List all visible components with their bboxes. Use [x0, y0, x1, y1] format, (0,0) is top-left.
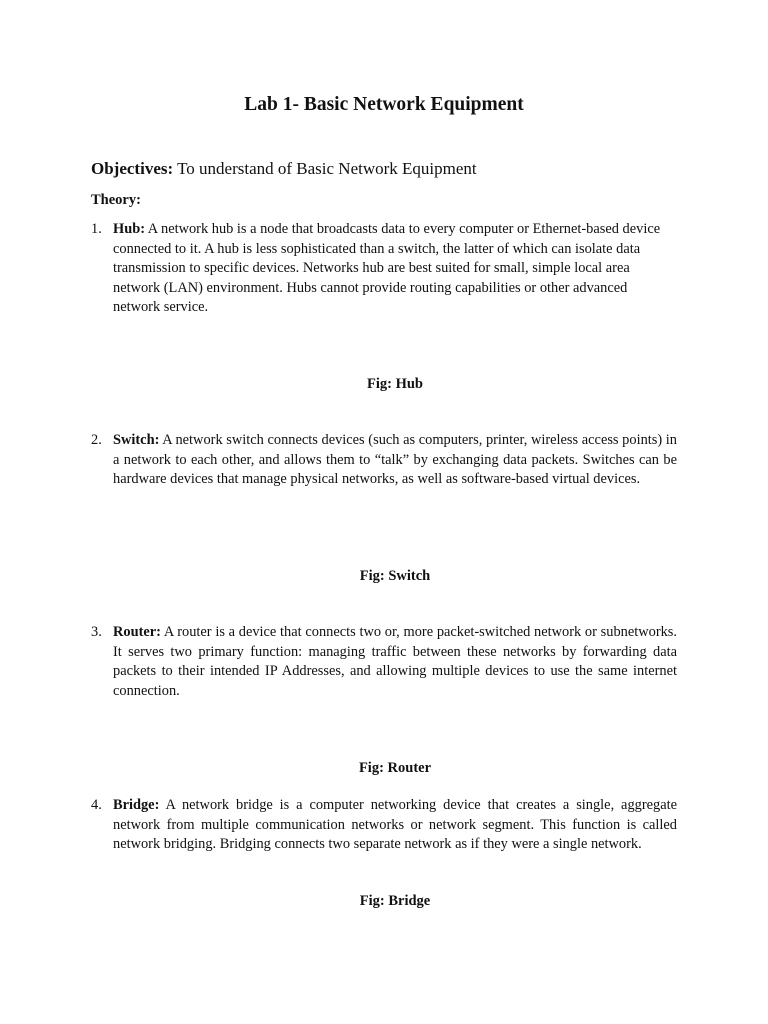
- list-item-router: [91, 623, 677, 701]
- list-item-number: 2.: [91, 432, 102, 448]
- objectives-text: To understand of Basic Network Equipment: [173, 159, 477, 178]
- figure-caption-router: Fig: Router: [358, 760, 432, 776]
- list-item-body: [113, 431, 677, 490]
- objectives-line: [91, 157, 477, 181]
- list-item-text: A network hub is a node that broadcasts data to every computer or Ethernet-based device connected to it. A hub is less sophisticated than a switch, the latter of which can isolate data transmission to specific devices. Networks hub are best suited for small, simple local area network (LAN) environment. Hubs cannot provide routing capabilities or other advanced network service.: [113, 221, 661, 316]
- figure-caption-hub: Fig: Hub: [367, 376, 423, 392]
- figure-caption-bridge: Fig: Bridge: [359, 893, 431, 909]
- list-item-text: A network bridge is a computer networking device that creates a single, aggregate network from multiple communication networks or network segment. This function is called network bridging. Bridging connects two separate network as if they were a single network.: [113, 797, 677, 853]
- list-item-number: 3.: [91, 624, 102, 640]
- list-item-text: A router is a device that connects two or, more packet-switched network or subnetworks. It serves two primary function: managing traffic between these networks by forwarding data packets to their intended IP Addresses, and allowing multiple devices to use the same internet connection.: [113, 624, 677, 699]
- list-item-body: [113, 796, 677, 855]
- list-item-body: [113, 623, 677, 701]
- list-item-number: 1.: [91, 221, 102, 237]
- list-item-term: Router:: [113, 624, 161, 640]
- list-item-switch: [91, 431, 677, 490]
- list-item-hub: [91, 220, 677, 318]
- list-item-term: Hub:: [113, 221, 145, 237]
- list-item-term: Bridge:: [113, 797, 160, 813]
- list-item-body: [113, 220, 677, 318]
- list-item-number: 4.: [91, 797, 102, 813]
- theory-heading: Theory:: [91, 192, 141, 208]
- list-item-term: Switch:: [113, 432, 160, 448]
- list-item-bridge: [91, 796, 677, 855]
- figure-caption-switch: Fig: Switch: [359, 568, 431, 584]
- objectives-label: Objectives:: [91, 159, 174, 178]
- list-item-text: A network switch connects devices (such as computers, printer, wireless access points) in a network to each other, and allows them to “talk” by exchanging data packets. Switches can be hardware devices that manage physical networks, as well as software-based virtual devices.: [113, 432, 677, 488]
- page-title: Lab 1- Basic Network Equipment: [244, 94, 524, 115]
